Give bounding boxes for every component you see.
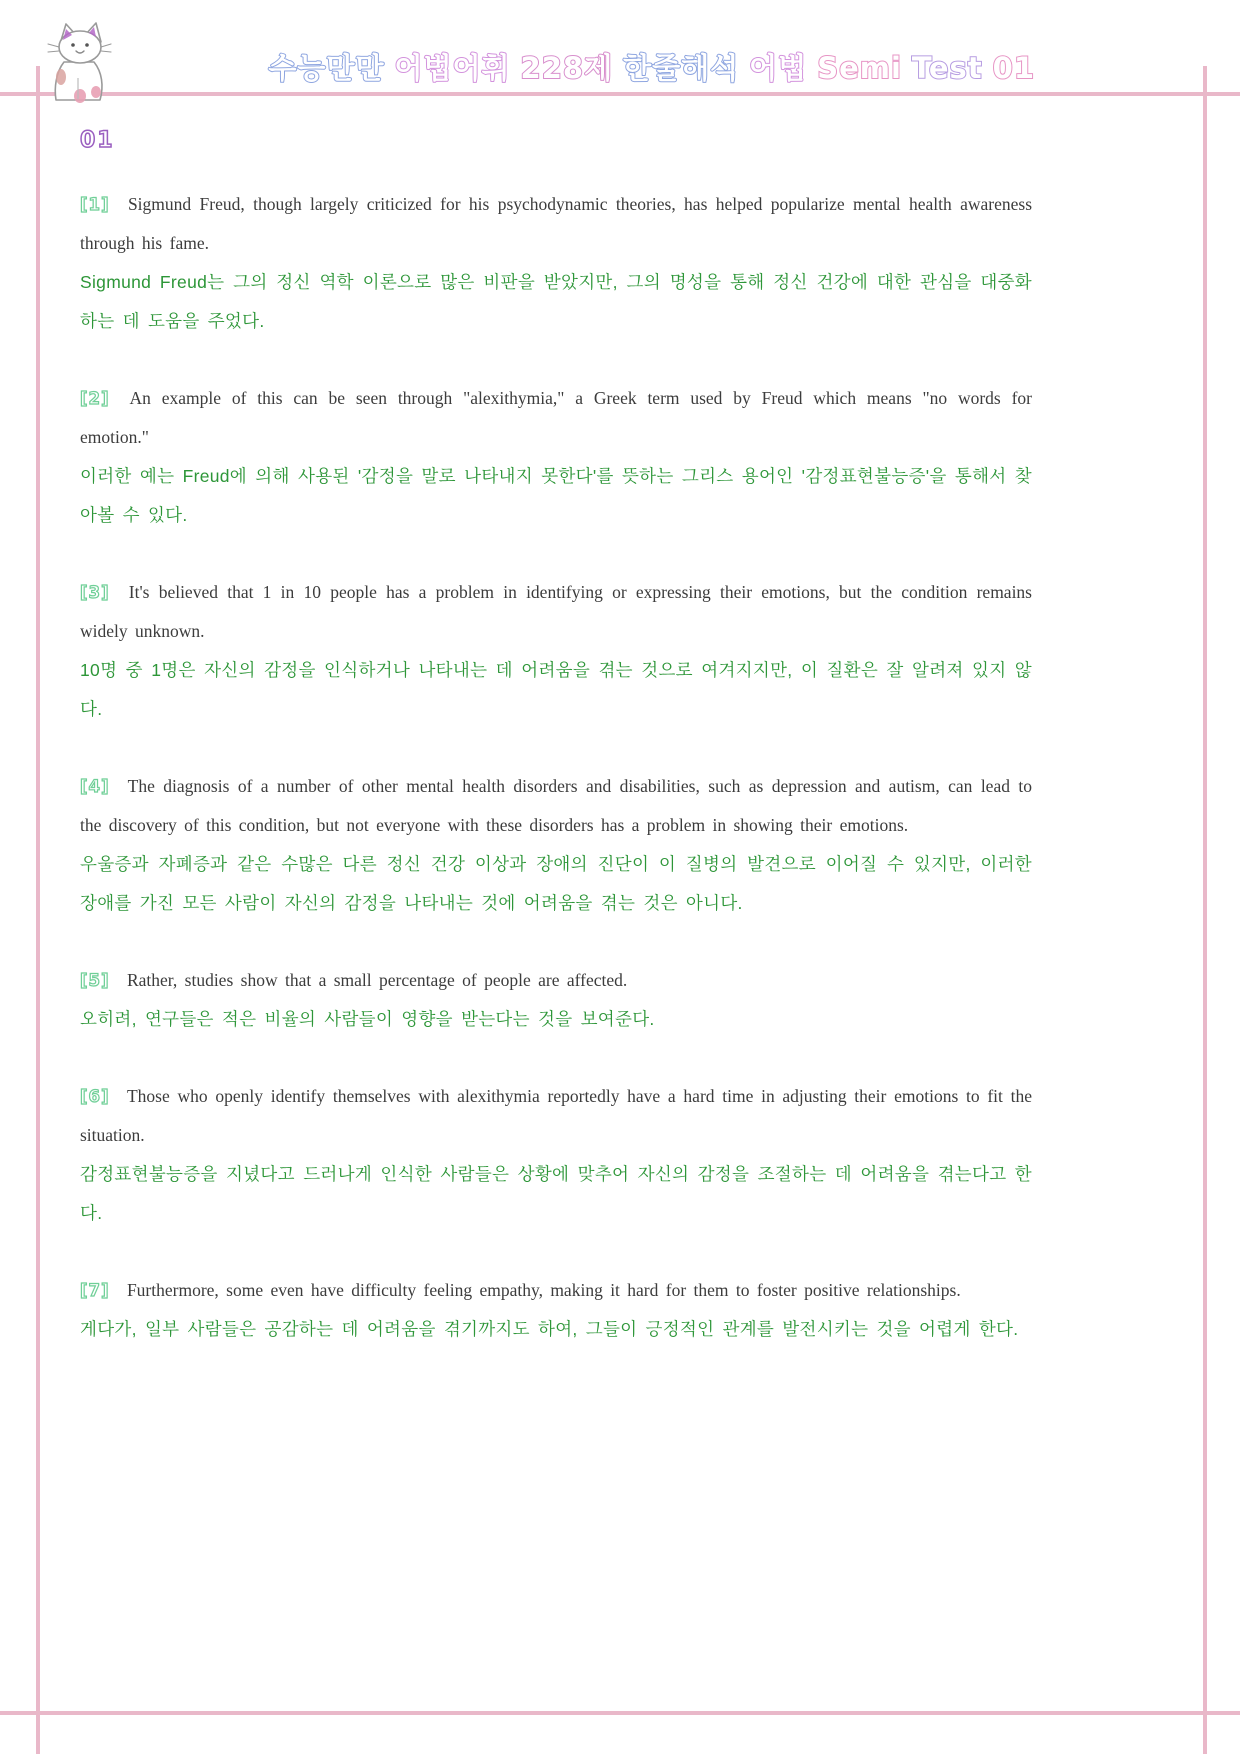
english-sentence	[80, 379, 1032, 457]
paragraph	[80, 1077, 1032, 1233]
english-text: Sigmund Freud, though largely criticized for his psychodynamic theories, has helped popularize mental health awareness through his fame.	[80, 194, 1032, 253]
paragraph	[80, 767, 1032, 923]
korean-translation: 게다가, 일부 사람들은 공감하는 데 어려움을 겪기까지도 하여, 그들이 긍정적인 관계를 발전시키는 것을 어렵게 한다.	[80, 1319, 1019, 1339]
paragraph-marker: [1]	[80, 195, 110, 214]
title-segment: 어법	[749, 51, 808, 85]
korean-translation: 감정표현불능증을 지녔다고 드러나게 인식한 사람들은 상황에 맞추어 자신의 감정을 조절하는 데 어려움을 겪는다고 한다.	[80, 1164, 1032, 1223]
english-text: Furthermore, some even have difficulty feeling empathy, making it hard for them to foster positive relationships.	[119, 1280, 961, 1300]
english-sentence	[80, 1077, 1032, 1155]
page-title	[263, 46, 1040, 87]
paragraph	[80, 379, 1032, 535]
korean-translation: 오히려, 연구들은 적은 비율의 사람들이 영향을 받는다는 것을 보여준다.	[80, 1009, 655, 1029]
frame-line-right	[1203, 66, 1207, 1754]
cat-icon	[46, 20, 112, 106]
title-segment: Test	[911, 51, 983, 85]
korean-translation: 우울증과 자폐증과 같은 수많은 다른 정신 건강 이상과 장애의 진단이 이 질병의 발견으로 이어질 수 있지만, 이러한 장애를 가진 모든 사람이 자신의 감정을 나타내는 것에 어려움을 겪는 것은 아니다.	[80, 854, 1032, 913]
paragraph	[80, 1271, 1032, 1349]
english-text: Rather, studies show that a small percentage of people are affected.	[119, 970, 628, 990]
paragraph-list	[80, 185, 1032, 1349]
title-segment: 수능만만	[268, 51, 385, 85]
title-segment: Semi	[817, 51, 902, 85]
content-area	[80, 128, 1032, 1387]
paragraph-marker: [2]	[80, 389, 110, 408]
korean-translation: 10명 중 1명은 자신의 감정을 인식하거나 나타내는 데 어려움을 겪는 것으로 여겨지지만, 이 질환은 잘 알려져 있지 않다.	[80, 660, 1032, 719]
paragraph-marker: [3]	[80, 583, 110, 602]
korean-translation: Sigmund Freud는 그의 정신 역학 이론으로 많은 비판을 받았지만, 그의 명성을 통해 정신 건강에 대한 관심을 대중화하는 데 도움을 주었다.	[80, 272, 1032, 331]
title-segment: 한줄해석	[623, 51, 740, 85]
korean-translation: 이러한 예는 Freud에 의해 사용된 '감정을 말로 나타내지 못한다'를 뜻하는 그리스 용어인 '감정표현불능증'을 통해서 찾아볼 수 있다.	[80, 466, 1032, 525]
english-text: An example of this can be seen through "alexithymia," a Greek term used by Freud which means "no words for emotion."	[80, 388, 1032, 447]
paragraph	[80, 573, 1032, 729]
english-sentence	[80, 961, 1032, 1000]
frame-line-bottom	[0, 1711, 1240, 1715]
frame-line-left	[36, 66, 40, 1754]
english-sentence	[80, 1271, 1032, 1310]
title-segment: 01	[992, 51, 1035, 85]
paragraph-marker: [4]	[80, 777, 110, 796]
paragraph	[80, 185, 1032, 341]
section-number: 01	[80, 128, 115, 153]
english-sentence	[80, 185, 1032, 263]
paragraph-marker: [6]	[80, 1087, 110, 1106]
paragraph	[80, 961, 1032, 1039]
english-sentence	[80, 767, 1032, 845]
title-segment: 어법어휘	[394, 51, 511, 85]
english-text: Those who openly identify themselves with alexithymia reportedly have a hard time in adjusting their emotions to fit the situation.	[80, 1086, 1032, 1145]
frame-line-top	[0, 92, 1240, 96]
paragraph-marker: [7]	[80, 1281, 110, 1300]
english-text: It's believed that 1 in 10 people has a problem in identifying or expressing their emotions, but the condition remains widely unknown.	[80, 582, 1032, 641]
title-segment: 228제	[520, 51, 614, 85]
english-text: The diagnosis of a number of other mental health disorders and disabilities, such as depression and autism, can lead to the discovery of this condition, but not everyone with these disorders has a problem in showing their emotions.	[80, 776, 1032, 835]
english-sentence	[80, 573, 1032, 651]
paragraph-marker: [5]	[80, 971, 110, 990]
